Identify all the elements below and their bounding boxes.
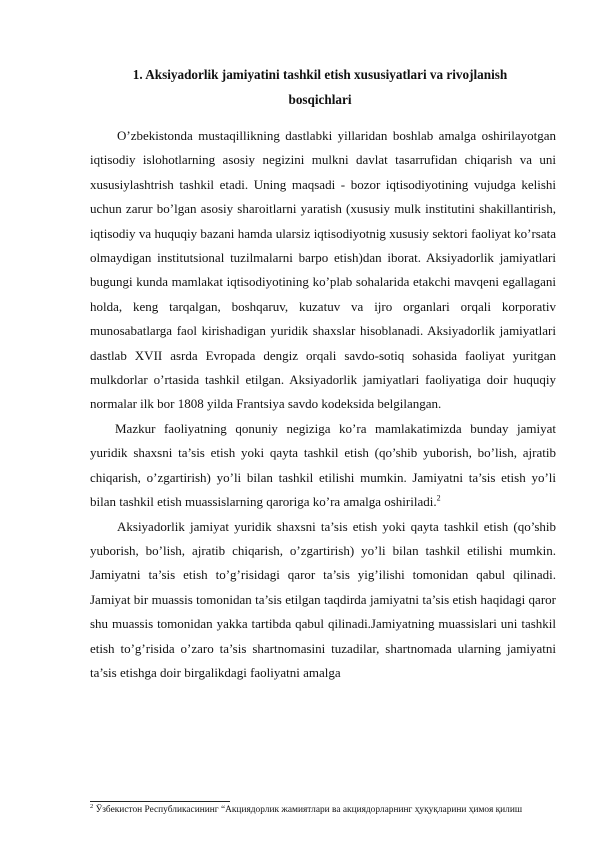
footnote-number: 2 — [90, 804, 94, 810]
footnote-text: Ўзбекистон Республикасининг “Акциядорлик жамиятлари ва акциядорларнинг ҳуқуқларини ҳимоя қилиш — [95, 805, 523, 815]
paragraph-2-text: Mazkur faoliyatning qonuniy negiziga ko’ra mamlakatimizda bunday jamiyat yuridik shaxsni ta’sis etish yoki qayta tashkil etish (qo’shib yuborish, bo’lish, ajratib chiqarish, o’zgartirish) yo’li bilan tashkil etilishi mumkin. Jamiyatni ta’sis etish yo’li bilan tashkil etish muassislarning qaroriga ko’ra amalga oshiriladi. — [90, 420, 556, 510]
paragraph-1-text: O’zbekistonda mustaqillikning dastlabki yillaridan boshlab amalga oshirilayotgan iqtisodiy islohotlarning asosiy negizini mulkni davlat tasarrufidan chiqarish va uni xususiylashtrish tashkil etadi. Uning maqsadi - bozor iqtisodiyotining vujudga kelishi uchun zarur bo’lgan asosiy sharoitlarni yaratish (xususiy mulk institutini shakillantirish, iqtisodiy va huquqiy bazani hamda ularsiz iqtisodiyotnig xususiy sektori faoliyat ko’rsata olmaydigan institutsional tuzilmalarni barpo etish)dan iborat. Aksiyadorlik jamiyatlari bugungi kunda mamlakat iqtisodiyotining ko’plab sohalarida etakchi mavqeni egallagani holda, keng tarqalgan, boshqaruv, kuzatuv va ijro organlari orqali korporativ munosabatlarga faol kirishadigan yuridik shaxslar hisoblanadi. Aksiyadorlik jamiyatlari dastlab XVII asrda Evropada dengiz orqali savdo-sotiq sohasida faoliyat yuritgan mulkdorlar o’rtasida tashkil etilgan. Aksiyadorlik jamiyatlari faoliyatiga doir huquqiy normalar ilk bor 1808 yilda Frantsiya savdo kodeksida belgilangan. — [90, 128, 556, 412]
section-title-line-1: 1. Aksiyadorlik jamiyatini tashkil etish xususiyatlari va rivojlanish — [132, 67, 508, 82]
footnote — [90, 804, 560, 816]
footnote-reference[interactable]: 2 — [436, 493, 441, 503]
paragraph-3 — [90, 515, 556, 686]
footnote-separator — [90, 801, 230, 802]
section-title-line-2: bosqichlari — [288, 92, 352, 107]
paragraph-2 — [90, 417, 556, 515]
section-title — [90, 62, 550, 112]
paragraph-3-text: Aksiyadorlik jamiyat yuridik shaxsni ta’sis etish yoki qayta tashkil etish (qo’shib yuborish, bo’lish, ajratib chiqarish, o’zgartirish) yo’li bilan tashkil etilishi mumkin. Jamiyatni ta’sis etish to’g’risidagi qaror ta’sis yig’ilishi tomonidan qabul qilinadi. Jamiyat bir muassis tomonidan ta’sis etilgan taqdirda jamiyatni ta’sis etish haqidagi qaror shu muassis tomonidan yakka tartibda qabul qilinadi.Jamiyatning muassislari uni tashkil etish to’g’risida o’zaro ta’sis shartnomasini tuzadilar, shartnomada ularning jamiyatni ta’sis etishga doir birgalikdagi faoliyatni amalga — [90, 518, 556, 680]
body-text — [90, 124, 556, 685]
paragraph-1 — [90, 124, 556, 417]
